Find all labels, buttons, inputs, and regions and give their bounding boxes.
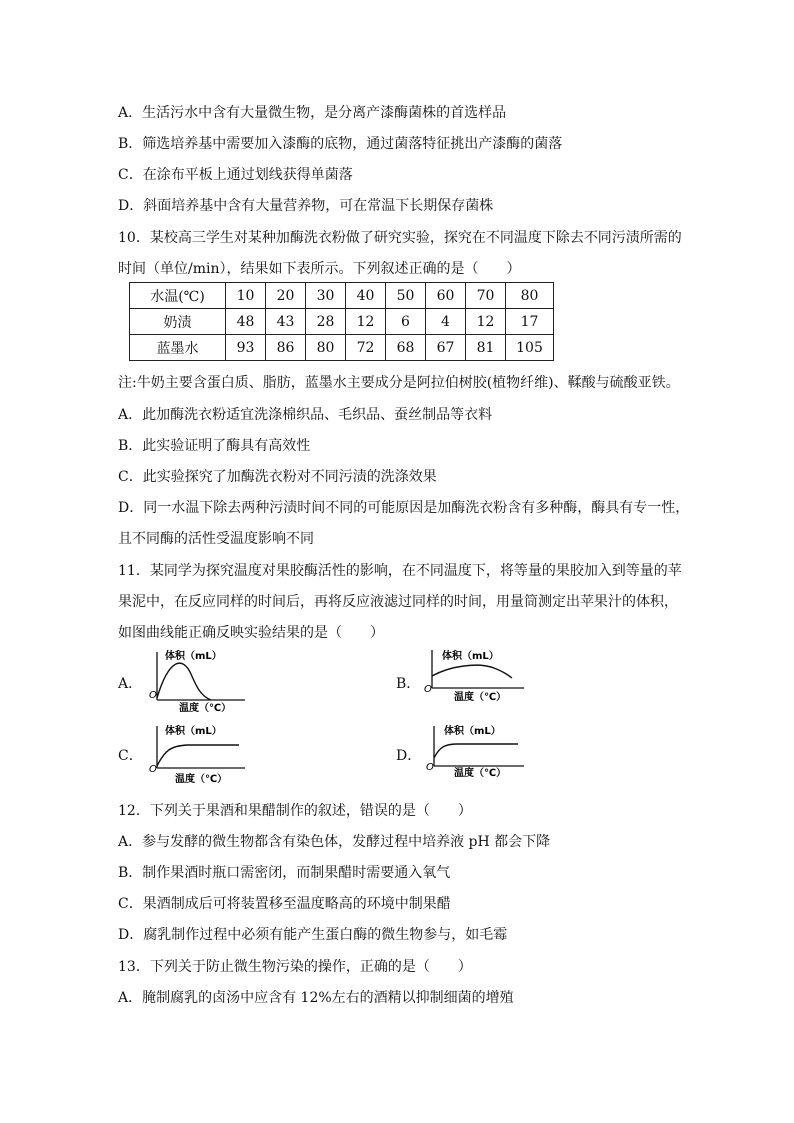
graph-c-curve (157, 745, 239, 766)
table-header-cell: 40 (346, 283, 386, 309)
q10-option-a: A．此加酶洗衣粉适宜洗涤棉织品、毛织品、蚕丝制品等衣料 (118, 407, 493, 423)
graph-d (424, 720, 534, 780)
graph-b-ylabel: 体积（mL） (442, 651, 499, 662)
table-header-cell: 10 (226, 283, 266, 309)
table-header-cell: 30 (306, 283, 346, 309)
q13-option-a: A．腌制腐乳的卤汤中应含有 12%左右的酒精以抑制细菌的增殖 (118, 990, 514, 1006)
table-cell: 12 (466, 309, 506, 335)
graph-a-xlabel: 温度（℃） (179, 703, 232, 712)
q9-option-d: D．斜面培养基中含有大量营养物，可在常温下长期保存菌株 (118, 198, 494, 214)
q12-stem: 12．下列关于果酒和果醋制作的叙述，错误的是（ ） (118, 803, 472, 819)
graph-b (424, 648, 534, 708)
table-row-label: 蓝墨水 (130, 335, 226, 361)
table-cell: 81 (466, 335, 506, 361)
table-cell: 17 (506, 309, 554, 335)
q10-data-table (129, 282, 554, 361)
q12-option-b: B．制作果酒时瓶口需密闭，而制果醋时需要通入氧气 (118, 865, 451, 881)
table-header-cell: 80 (506, 283, 554, 309)
graph-a-origin: O (149, 690, 157, 701)
graph-c-option-label: C． (118, 748, 143, 764)
table-row (130, 335, 554, 361)
table-header-cell: 60 (426, 283, 466, 309)
table-cell: 67 (426, 335, 466, 361)
q9-option-a: A．生活污水中含有大量微生物，是分离产漆酶菌株的首选样品 (118, 105, 507, 121)
q12-option-c: C．果酒制成后可将装置移至温度略高的环境中制果醋 (118, 896, 451, 912)
q10-option-d: D．同一水温下除去两种污渍时间不同的可能原因是加酶洗衣粉含有多种酶，酶具有专一性， (118, 500, 690, 516)
graph-d-origin: O (426, 762, 434, 773)
q12-option-d: D．腐乳制作过程中必须有能产生蛋白酶的微生物参与，如毛霉 (118, 927, 508, 943)
table-cell: 4 (426, 309, 466, 335)
table-cell: 72 (346, 335, 386, 361)
q11-stem-line2: 果泥中，在反应同样的时间后，再将反应液滤过同样的时间，用量筒测定出苹果汁的体积， (118, 594, 678, 610)
table-cell: 43 (266, 309, 306, 335)
q13-stem: 13．下列关于防止微生物污染的操作，正确的是（ ） (118, 959, 472, 975)
q10-note: 注:牛奶主要含蛋白质、脂肪，蓝墨水主要成分是阿拉伯树胶(植物纤维)、鞣酸与硫酸亚铁。 (118, 375, 680, 391)
table-cell: 12 (346, 309, 386, 335)
table-cell: 6 (386, 309, 426, 335)
q11-stem-line3: 如图曲线能正确反映实验结果的是（ ） (118, 625, 384, 641)
graph-b-option-label: B． (396, 676, 421, 692)
table-cell: 93 (226, 335, 266, 361)
graph-c (145, 720, 255, 784)
graph-c-ylabel: 体积（mL） (165, 726, 222, 737)
table-row (130, 309, 554, 335)
table-header-row (130, 283, 554, 309)
table-row-label: 奶渍 (130, 309, 226, 335)
q9-option-b: B．筛选培养基中需要加入漆酶的底物，通过菌落特征挑出产漆酶的菌落 (118, 136, 563, 152)
table-cell: 80 (306, 335, 346, 361)
q10-option-c: C．此实验探究了加酶洗衣粉对不同污渍的洗涤效果 (118, 469, 437, 485)
table-cell: 105 (506, 335, 554, 361)
table-cell: 48 (226, 309, 266, 335)
graph-a-curve (157, 663, 211, 700)
graph-d-xlabel: 温度（℃） (454, 768, 507, 779)
q10-stem-line2: 时间（单位/min），结果如下表所示。下列叙述正确的是（ ） (118, 261, 521, 277)
table-cell: 68 (386, 335, 426, 361)
table-header-cell: 50 (386, 283, 426, 309)
graph-d-option-label: D． (396, 748, 422, 764)
q10-stem-line1: 10．某校高三学生对某种加酶洗衣粉做了研究实验，探究在不同温度下除去不同污渍所需的 (118, 230, 682, 246)
graph-d-curve (434, 744, 518, 758)
table-header-cell: 70 (466, 283, 506, 309)
table-cell: 86 (266, 335, 306, 361)
q9-option-c: C．在涂布平板上通过划线获得单菌落 (118, 167, 353, 183)
q12-option-a: A．参与发酵的微生物都含有染色体，发酵过程中培养液 pH 都会下降 (118, 834, 551, 850)
table-header-cell: 20 (266, 283, 306, 309)
graph-c-origin: O (149, 764, 157, 775)
q11-stem-line1: 11．某同学为探究温度对果胶酶活性的影响，在不同温度下，将等量的果胶加入到等量的苹 (118, 563, 682, 579)
graph-a-option-label: A． (118, 676, 143, 692)
graph-a-ylabel: 体积（mL） (165, 651, 222, 662)
q10-option-b: B．此实验证明了酶具有高效性 (118, 438, 311, 454)
q10-option-d-continued: 且不同酶的活性受温度影响不同 (118, 531, 314, 547)
table-cell: 28 (306, 309, 346, 335)
graph-a (145, 648, 255, 712)
graph-b-origin: O (424, 684, 432, 695)
graph-b-xlabel: 温度（℃） (454, 692, 507, 703)
graph-b-curve (432, 665, 512, 678)
table-header-label: 水温(℃) (130, 283, 226, 309)
graph-d-ylabel: 体积（mL） (444, 726, 501, 737)
graph-c-xlabel: 温度（℃） (175, 774, 228, 784)
